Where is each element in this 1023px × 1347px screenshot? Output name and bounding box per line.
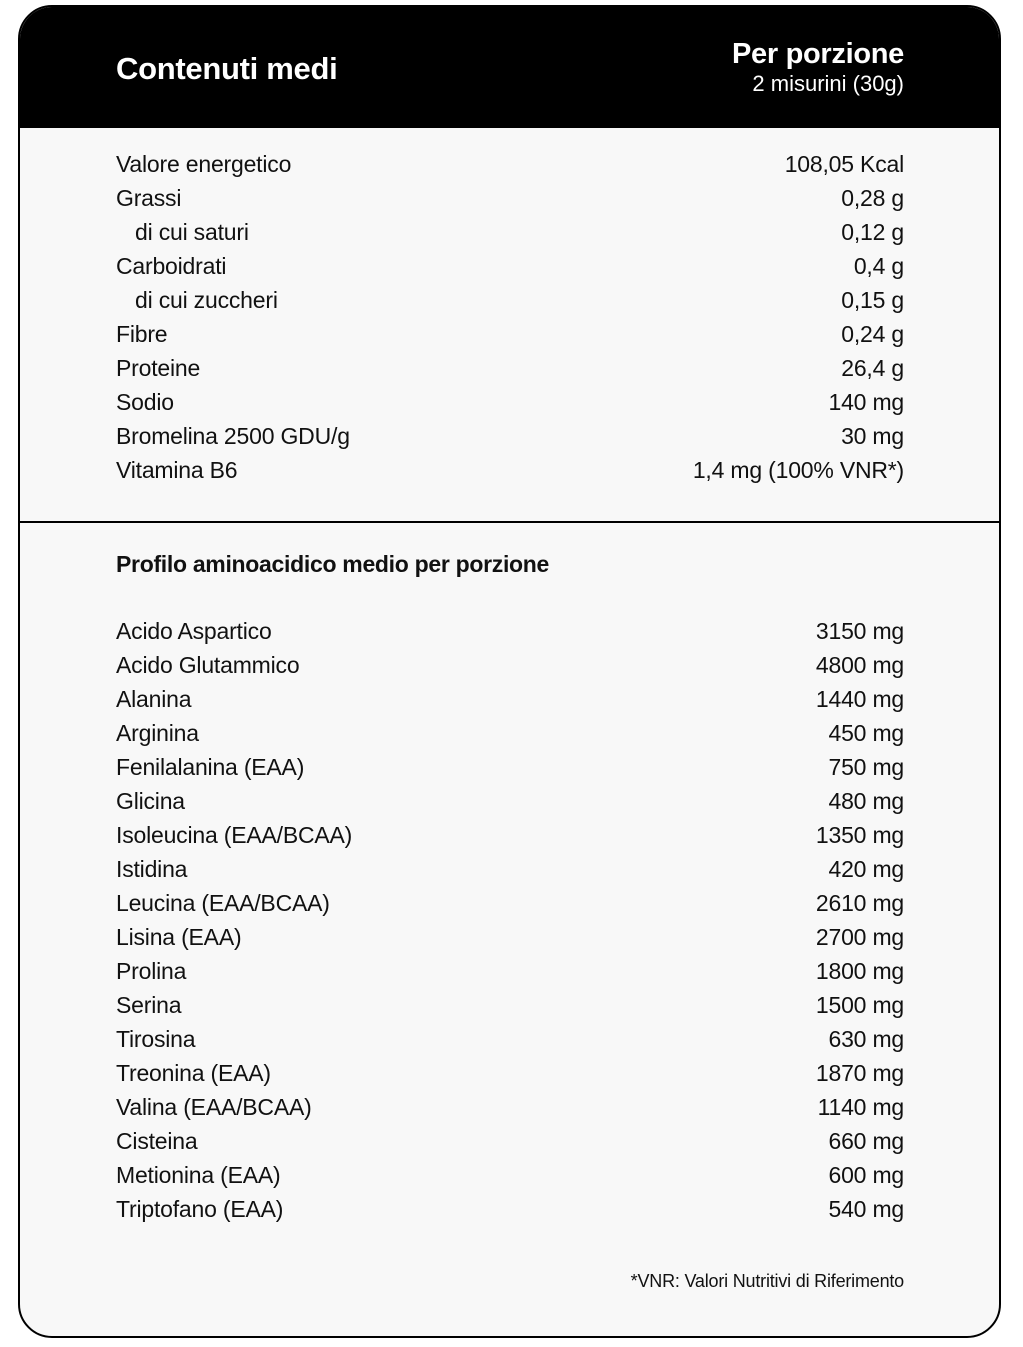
amino-row [116,886,904,920]
amino-row [116,920,904,954]
amino-row-value: 4800 mg [815,651,904,678]
amino-row [116,784,904,818]
amino-row-label: Valina (EAA/BCAA) [116,1093,312,1120]
nutrition-row [116,453,904,487]
amino-row [116,1192,904,1226]
amino-row-label: Alanina [116,685,192,712]
amino-row-value: 1870 mg [815,1059,904,1086]
amino-row-label: Metionina (EAA) [116,1161,281,1188]
amino-row-label: Prolina [116,957,187,984]
nutrition-row-value: 26,4 g [841,354,904,381]
amino-row-label: Triptofano (EAA) [116,1195,284,1222]
nutrition-row-label: Proteine [116,354,201,381]
amino-row-label: Serina [116,991,182,1018]
amino-row-label: Cisteina [116,1127,198,1154]
amino-row [116,818,904,852]
amino-row-label: Acido Glutammico [116,651,300,678]
nutrition-row-value: 1,4 mg (100% VNR*) [692,456,904,483]
nutrition-row-label: di cui zuccheri [135,286,278,313]
nutrition-row-value: 0,24 g [841,320,904,347]
serving-size: 2 misurini (30g) [752,71,904,96]
nutrition-row [116,181,904,215]
nutrition-row-label: Carboidrati [116,252,227,279]
nutrition-row-label: Vitamina B6 [116,456,238,483]
serving-title: Per porzione [731,38,904,70]
nutrition-row-value: 0,28 g [841,184,904,211]
footnote: *VNR: Valori Nutritivi di Riferimento [630,1271,904,1291]
section-divider [20,521,999,523]
amino-row-value: 1140 mg [817,1093,904,1120]
amino-row-label: Treonina (EAA) [116,1059,271,1086]
nutrition-row-label: Bromelina 2500 GDU/g [116,422,350,449]
nutrition-row [116,249,904,283]
amino-row-label: Istidina [116,855,188,882]
amino-row-value: 750 mg [828,753,904,780]
nutrition-row-value: 140 mg [828,388,904,415]
nutrition-row [116,283,904,317]
nutrition-row-value: 0,12 g [841,218,904,245]
amino-section-title: Profilo aminoacidico medio per porzione [116,551,550,577]
amino-row-value: 540 mg [828,1195,904,1222]
amino-row-value: 660 mg [828,1127,904,1154]
amino-row [116,750,904,784]
nutrition-row-value: 108,05 Kcal [784,150,904,177]
amino-row-value: 630 mg [828,1025,904,1052]
nutrition-row [116,419,904,453]
amino-row [116,716,904,750]
amino-row-label: Glicina [116,787,185,814]
amino-list [116,614,904,1226]
amino-row-value: 2610 mg [815,889,904,916]
amino-row [116,648,904,682]
amino-row-label: Arginina [116,719,199,746]
nutrition-row-value: 0,15 g [841,286,904,313]
nutrition-row-label: di cui saturi [135,218,249,245]
amino-row [116,954,904,988]
amino-row [116,1022,904,1056]
amino-row-label: Leucina (EAA/BCAA) [116,889,330,916]
amino-row-value: 420 mg [828,855,904,882]
nutrition-facts-panel [18,5,1001,1338]
nutrition-row-value: 30 mg [841,422,904,449]
nutrition-row-label: Sodio [116,388,174,415]
nutrition-row-label: Grassi [116,184,182,211]
nutrition-row [116,351,904,385]
amino-row-label: Fenilalanina (EAA) [116,753,305,780]
amino-row [116,614,904,648]
nutrition-row-value: 0,4 g [853,252,904,279]
nutrition-row-label: Fibre [116,320,168,347]
amino-row-value: 1500 mg [815,991,904,1018]
amino-row-value: 2700 mg [815,923,904,950]
header-title: Contenuti medi [116,51,338,86]
amino-row-label: Isoleucina (EAA/BCAA) [116,821,353,848]
nutrition-row [116,385,904,419]
amino-row [116,852,904,886]
nutrition-row [116,317,904,351]
amino-row-value: 480 mg [828,787,904,814]
amino-row-label: Lisina (EAA) [116,923,242,950]
amino-row [116,988,904,1022]
amino-row-label: Acido Aspartico [116,617,272,644]
amino-row [116,1090,904,1124]
table-header [20,7,999,128]
amino-row [116,1158,904,1192]
amino-row-value: 3150 mg [815,617,904,644]
amino-row-label: Tirosina [116,1025,196,1052]
nutrition-row [116,215,904,249]
nutrition-row [116,147,904,181]
amino-row [116,1124,904,1158]
nutrition-list [116,147,904,487]
amino-row-value: 600 mg [828,1161,904,1188]
serving-info [732,37,904,97]
amino-row-value: 450 mg [828,719,904,746]
amino-row-value: 1440 mg [815,685,904,712]
amino-row-value: 1350 mg [815,821,904,848]
nutrition-row-label: Valore energetico [116,150,292,177]
amino-row [116,682,904,716]
amino-row [116,1056,904,1090]
amino-row-value: 1800 mg [815,957,904,984]
